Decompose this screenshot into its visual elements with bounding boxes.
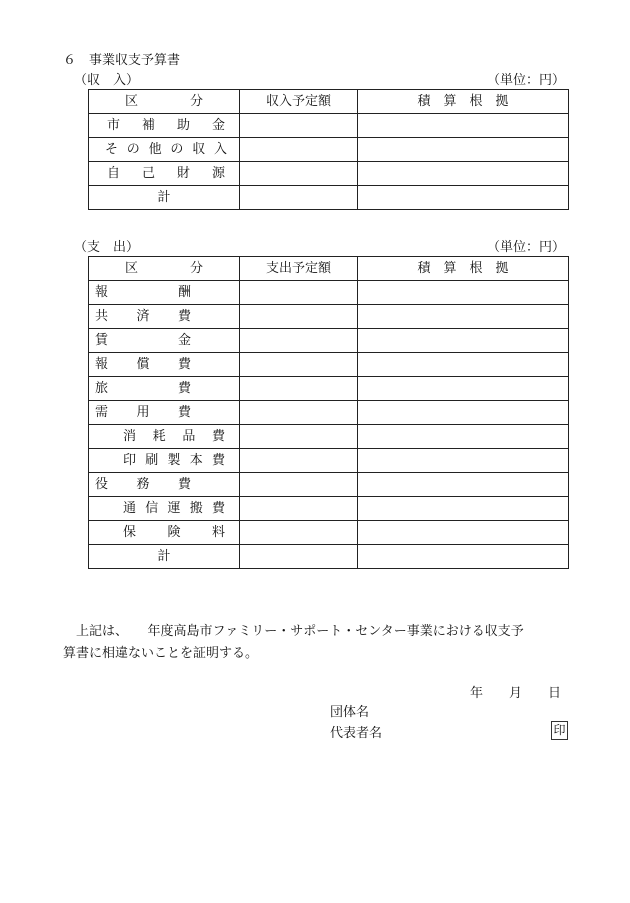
table-row — [89, 162, 569, 186]
income-unit-label: （単位：円） — [487, 73, 566, 88]
basis-cell[interactable] — [358, 281, 569, 305]
table-row — [89, 305, 569, 329]
label-char: 助 — [176, 118, 190, 133]
label-char: 市 — [107, 118, 121, 133]
row-label — [89, 401, 240, 425]
label-char: そ — [105, 142, 119, 157]
label-char: 収 — [192, 142, 206, 157]
label-char: 自 — [107, 166, 121, 181]
basis-cell[interactable] — [358, 329, 569, 353]
table-row — [89, 473, 569, 497]
date-line: 年 月 日 — [470, 686, 562, 701]
label-char: 酬 — [177, 285, 191, 300]
label-char: 用 — [136, 405, 150, 420]
label-char: の — [170, 142, 184, 157]
label-char: 費 — [177, 381, 191, 396]
amount-cell[interactable] — [240, 114, 358, 138]
label-char: 旅 — [95, 381, 109, 396]
table-row — [89, 377, 569, 401]
label-char: 費 — [177, 309, 191, 324]
table-row — [89, 497, 569, 521]
label-char: 印 — [123, 453, 137, 468]
label-char: 通 — [123, 501, 137, 516]
label-char: 賃 — [95, 333, 109, 348]
label-char: 本 — [189, 453, 203, 468]
amount-cell[interactable] — [240, 138, 358, 162]
header-basis: 積 算 根 拠 — [358, 90, 569, 114]
basis-cell[interactable] — [358, 401, 569, 425]
label-char: 役 — [95, 477, 109, 492]
label-char: 金 — [211, 118, 225, 133]
row-label — [89, 497, 240, 521]
representative-label: 代表者名 — [330, 726, 383, 741]
table-row — [89, 353, 569, 377]
row-label — [89, 473, 240, 497]
amount-cell[interactable] — [240, 329, 358, 353]
certification-line-1: 上記は、 年度高島市ファミリー・サポート・センター事業における収支予 — [76, 624, 524, 639]
amount-cell[interactable] — [240, 186, 358, 210]
label-char: の — [126, 142, 140, 157]
label-char: 料 — [211, 525, 225, 540]
label-char: 金 — [177, 333, 191, 348]
label-char: 費 — [177, 405, 191, 420]
label-char: 製 — [167, 453, 181, 468]
row-label — [89, 281, 240, 305]
label-char: 消 — [123, 429, 137, 444]
label-char: 耗 — [152, 429, 166, 444]
basis-cell[interactable] — [358, 425, 569, 449]
label-char: 入 — [213, 142, 227, 157]
header-basis: 積 算 根 拠 — [358, 257, 569, 281]
table-header-row — [89, 257, 569, 281]
label-char: 刷 — [145, 453, 159, 468]
label-char: 運 — [167, 501, 181, 516]
expense-table — [88, 256, 569, 569]
table-row — [89, 449, 569, 473]
basis-cell[interactable] — [358, 497, 569, 521]
row-label — [89, 329, 240, 353]
label-char: 己 — [141, 166, 155, 181]
table-row — [89, 138, 569, 162]
row-label — [89, 138, 240, 162]
label-char: 費 — [177, 477, 191, 492]
seal-mark: 印 — [551, 721, 568, 740]
label-char: 財 — [176, 166, 190, 181]
basis-cell[interactable] — [358, 449, 569, 473]
basis-cell[interactable] — [358, 521, 569, 545]
amount-cell[interactable] — [240, 281, 358, 305]
table-row — [89, 114, 569, 138]
amount-cell[interactable] — [240, 353, 358, 377]
amount-cell[interactable] — [240, 162, 358, 186]
basis-cell[interactable] — [358, 186, 569, 210]
row-label-total: 計 — [89, 186, 240, 210]
row-label — [89, 521, 240, 545]
label-char: 他 — [148, 142, 162, 157]
label-char: 険 — [167, 525, 181, 540]
label-char: 済 — [136, 309, 150, 324]
label-char: 搬 — [189, 501, 203, 516]
row-label — [89, 377, 240, 401]
label-char: 費 — [211, 429, 225, 444]
label-char: 報 — [95, 285, 109, 300]
income-label: （収 入） — [74, 73, 140, 88]
table-row — [89, 329, 569, 353]
basis-cell[interactable] — [358, 473, 569, 497]
amount-cell[interactable] — [240, 473, 358, 497]
basis-cell[interactable] — [358, 353, 569, 377]
row-label — [89, 114, 240, 138]
header-category: 区 分 — [89, 90, 240, 114]
basis-cell[interactable] — [358, 305, 569, 329]
table-row — [89, 186, 569, 210]
label-char: 共 — [95, 309, 109, 324]
label-char: 償 — [136, 357, 150, 372]
amount-cell[interactable] — [240, 497, 358, 521]
header-amount: 収入予定額 — [240, 90, 358, 114]
row-label — [89, 162, 240, 186]
row-label — [89, 425, 240, 449]
row-label — [89, 353, 240, 377]
income-table — [88, 89, 569, 210]
table-row — [89, 521, 569, 545]
amount-cell[interactable] — [240, 401, 358, 425]
amount-cell[interactable] — [240, 305, 358, 329]
table-header-row — [89, 90, 569, 114]
expense-unit-label: （単位：円） — [487, 240, 566, 255]
label-char: 費 — [177, 357, 191, 372]
label-char: 保 — [123, 525, 137, 540]
label-char: 費 — [211, 501, 225, 516]
label-char: 源 — [211, 166, 225, 181]
basis-cell[interactable] — [358, 114, 569, 138]
label-char: 信 — [145, 501, 159, 516]
row-label — [89, 305, 240, 329]
table-row — [89, 401, 569, 425]
table-row — [89, 425, 569, 449]
expense-label: （支 出） — [74, 240, 140, 255]
table-row — [89, 545, 569, 569]
amount-cell[interactable] — [240, 425, 358, 449]
label-char: 需 — [95, 405, 109, 420]
label-char: 品 — [182, 429, 196, 444]
basis-cell[interactable] — [358, 138, 569, 162]
header-amount: 支出予定額 — [240, 257, 358, 281]
section-title: ６ 事業収支予算書 — [63, 53, 181, 68]
label-char: 費 — [211, 453, 225, 468]
amount-cell[interactable] — [240, 377, 358, 401]
row-label — [89, 449, 240, 473]
basis-cell[interactable] — [358, 162, 569, 186]
amount-cell[interactable] — [240, 521, 358, 545]
basis-cell[interactable] — [358, 377, 569, 401]
basis-cell[interactable] — [358, 545, 569, 569]
certification-line-2: 算書に相違ないことを証明する。 — [63, 646, 259, 661]
header-category: 区 分 — [89, 257, 240, 281]
row-label-total: 計 — [89, 545, 240, 569]
label-char: 務 — [136, 477, 150, 492]
group-name-label: 団体名 — [330, 705, 370, 720]
amount-cell[interactable] — [240, 449, 358, 473]
table-row — [89, 281, 569, 305]
amount-cell[interactable] — [240, 545, 358, 569]
label-char: 報 — [95, 357, 109, 372]
label-char: 補 — [141, 118, 155, 133]
